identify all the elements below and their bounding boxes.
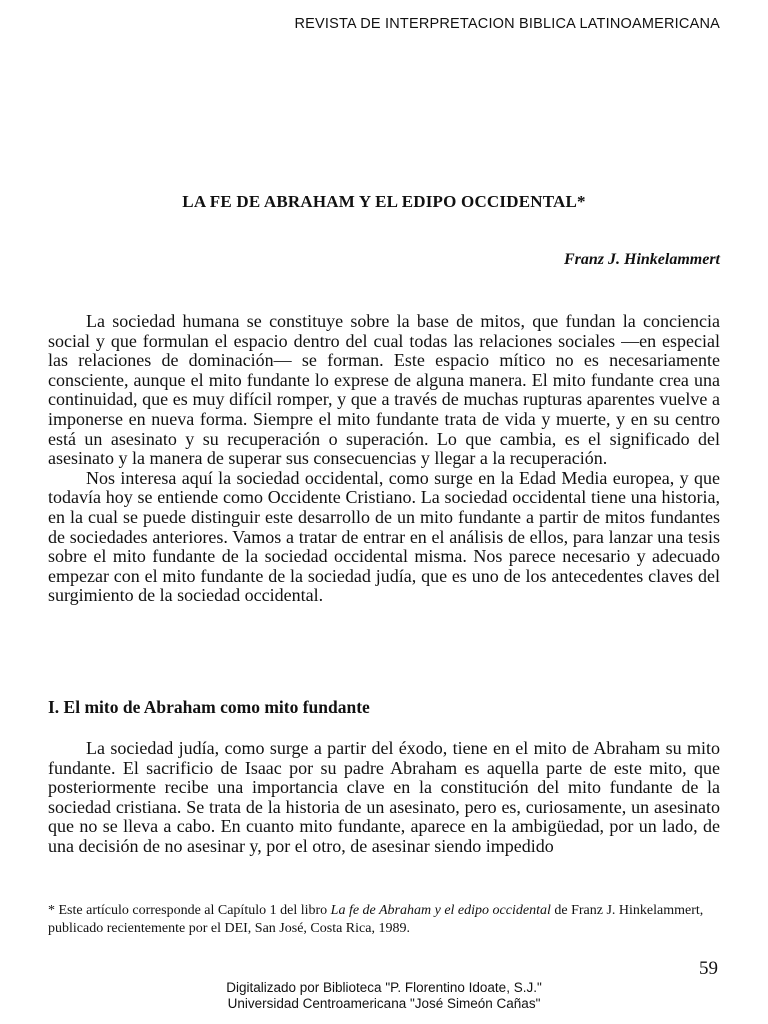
journal-header: REVISTA DE INTERPRETACION BIBLICA LATINOAMERICANA [294,16,720,32]
footnote-prefix: * Este artículo corresponde al Capítulo 1 del libro [48,903,331,918]
paragraph: Nos interesa aquí la sociedad occidental, como surge en la Edad Media europea, y que todavía hoy se entiende como Occidente Cristiano. La sociedad occidental tiene una historia, en la cual se puede distinguir este desarrollo de un mito fundante a partir de mitos fundantes de sociedades anteriores. Vamos a tratar de entrar en el análisis de ellos, para lanzar una tesis sobre el mito fundante de la sociedad occidental misma. Nos parece necesario y adecuado empezar con el mito fundante de la sociedad judía, que es uno de los antecedentes claves del surgimiento de la sociedad occidental. [48,467,720,606]
footnote-book-title: La fe de Abraham y el edipo occidental [330,903,551,918]
article-title: LA FE DE ABRAHAM Y EL EDIPO OCCIDENTAL* [182,192,586,211]
footnote [48,902,724,938]
intro-text [48,312,720,606]
footnote-suffix: de Franz J. Hinkelammert, publicado recientemente por el DEI, San José, Costa Rica, 1989. [48,903,704,936]
paragraph: La sociedad judía, como surge a partir del éxodo, tiene en el mito de Abraham su mito fundante. El sacrificio de Isaac por su padre Abraham es aquella parte de este mito, que posteriormente recibe una importancia clave en la constitución del mito fundante de la sociedad cristiana. Se trata de la historia de un asesinato, pero es, curiosamente, un asesinato que no se lleva a cabo. En cuanto mito fundante, aparece en la ambigüedad, por un lado, de una decisión de no asesinar y, por el otro, de asesinar siendo impedido [48,738,720,856]
section-text [48,739,720,857]
paragraph: La sociedad humana se constituye sobre la base de mitos, que fundan la conciencia social y que formulan el espacio dentro del cual todas las relaciones sociales —en especial las relaciones de dominación— se forman. Este espacio mítico no es necesariamente consciente, aunque el mito fundante lo exprese de alguna manera. El mito fundante crea una continuidad, que es muy difícil romper, y que a través de muchas rupturas aparentes vuelve a imponerse en nueva forma. Siempre el mito fundante trata de vida y muerte, y en su centro está un asesinato y su recuperación o superación. Lo que cambia, es el significado del asesinato y la manera de superar sus consecuencias y llegar a la recuperación. [48,311,720,469]
page-number: 59 [699,958,718,979]
section-heading: I. El mito de Abraham como mito fundante [48,697,370,717]
digitization-line: Digitalizado por Biblioteca "P. Florentino Idoate, S.J." [226,980,542,995]
digitization-line: Universidad Centroamericana "José Simeón Cañas" [227,996,541,1011]
digitization-credit [0,980,768,1012]
author-name: Franz J. Hinkelammert [563,251,720,268]
